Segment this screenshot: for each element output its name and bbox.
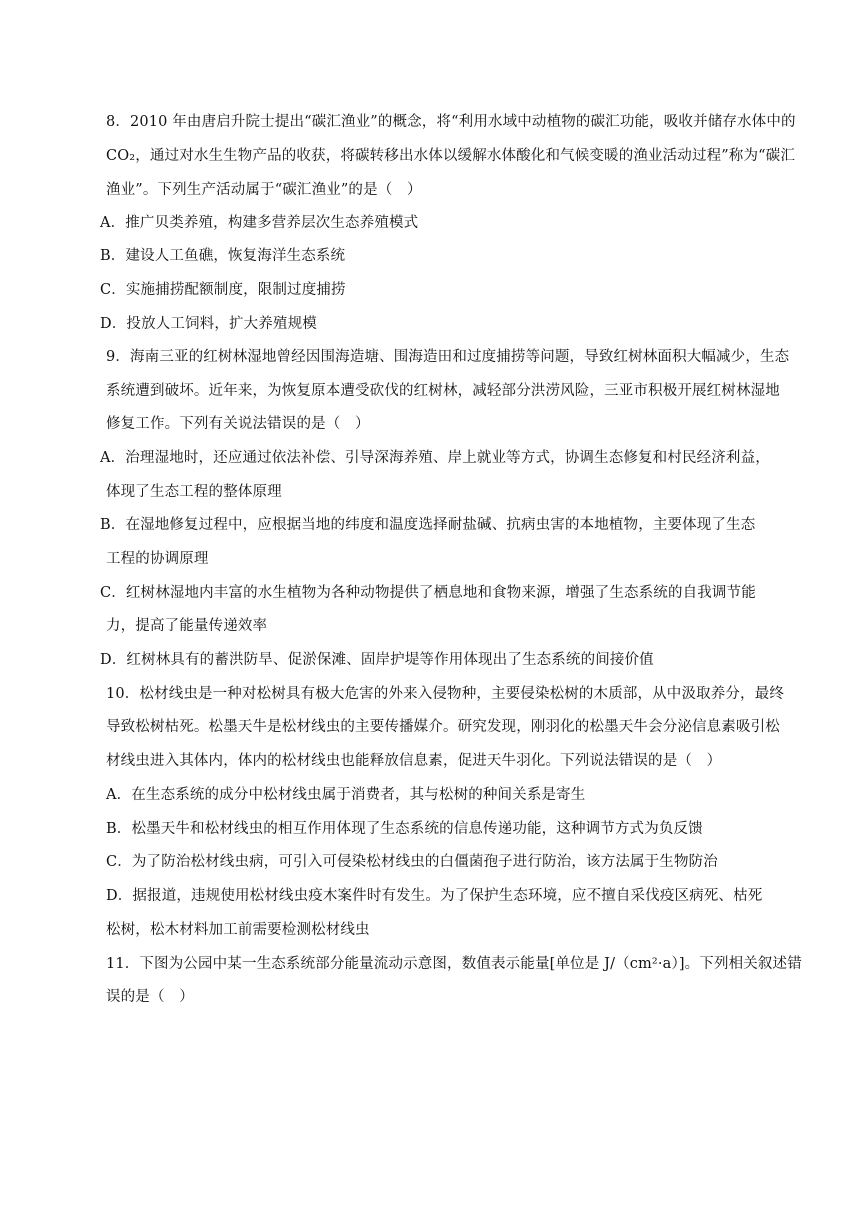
q10-option-a: A．在生态系统的成分中松材线虫属于消费者，其与松树的种间关系是寄生 (106, 787, 586, 803)
q9-option-c-line-1: C．红树林湿地内丰富的水生植物为各种动物提供了栖息地和食物来源，增强了生态系统的自我调节能 (100, 585, 756, 601)
q10-option-c: C．为了防治松材线虫病，可引入可侵染松材线虫的白僵菌孢子进行防治，该方法属于生物防治 (106, 854, 718, 870)
q8-option-a: A．推广贝类养殖，构建多营养层次生态养殖模式 (100, 215, 419, 231)
q9-option-c-line-2: 力，提高了能量传递效率 (106, 618, 268, 634)
q9-stem-line-3: 修复工作。下列有关说法错误的是（ ） (106, 416, 370, 432)
q9-stem-line-1: 9．海南三亚的红树林湿地曾经因围海造塘、围海造田和过度捕捞等问题，导致红树林面积大幅减少，生态 (106, 349, 790, 365)
q8-option-c: C．实施捕捞配额制度，限制过度捕捞 (100, 282, 346, 298)
q9-option-a-line-2: 体现了生态工程的整体原理 (106, 484, 282, 500)
q9-option-b-line-1: B．在湿地修复过程中，应根据当地的纬度和温度选择耐盐碱、抗病虫害的本地植物，主要体现了生态 (100, 517, 756, 533)
q8-option-d: D．投放人工饲料，扩大养殖规模 (100, 316, 317, 332)
q9-option-d: D．红树林具有的蓄洪防旱、促淤保滩、固岸护堤等作用体现出了生态系统的间接价值 (100, 652, 654, 668)
q10-option-d-line-1: D．据报道，违规使用松材线虫疫木案件时有发生。为了保护生态环境，应不擅自采伐疫区病死、枯死 (106, 888, 763, 904)
q8-stem-line-3: 渔业”。下列生产活动属于“碳汇渔业”的是（ ） (106, 182, 422, 198)
q8-stem-line-1: 8．2010 年由唐启升院士提出“碳汇渔业”的概念，将“利用水域中动植物的碳汇功能，吸收并储存水体中的 (106, 114, 796, 130)
q10-stem-line-2: 导致松树枯死。松墨天牛是松材线虫的主要传播媒介。研究发现，刚羽化的松墨天牛会分泌信息素吸引松 (106, 719, 780, 735)
q11-stem-line-2: 误的是（ ） (106, 989, 194, 1005)
q10-stem-line-3: 材线虫进入其体内，体内的松材线虫也能释放信息素，促进天牛羽化。下列说法错误的是（ ） (106, 753, 722, 769)
q9-option-a-line-1: A．治理湿地时，还应通过依法补偿、引导深海养殖、岸上就业等方式，协调生态修复和村民经济利益， (100, 450, 770, 466)
q8-option-b: B．建设人工鱼礁，恢复海洋生态系统 (100, 248, 346, 264)
q10-option-d-line-2: 松树，松木材料加工前需要检测松材线虫 (106, 922, 370, 938)
q10-stem-line-1: 10．松材线虫是一种对松树具有极大危害的外来入侵物种，主要侵染松树的木质部，从中汲取养分，最终 (106, 686, 784, 702)
q10-option-b: B．松墨天牛和松材线虫的相互作用体现了生态系统的信息传递功能，这种调节方式为负反馈 (106, 821, 703, 837)
q9-option-b-line-2: 工程的协调原理 (106, 551, 209, 567)
q11-stem-line-1: 11．下图为公园中某一生态系统部分能量流动示意图，数值表示能量[单位是 J/（cm²·a）]。下列相关叙述错 (106, 956, 802, 972)
q8-stem-line-2: CO₂，通过对水生生物产品的收获，将碳转移出水体以缓解水体酸化和气候变暖的渔业活动过程”称为“碳汇 (106, 148, 795, 164)
q9-stem-line-2: 系统遭到破坏。近年来，为恢复原本遭受砍伐的红树林，减轻部分洪涝风险，三亚市积极开展红树林湿地 (106, 383, 780, 399)
